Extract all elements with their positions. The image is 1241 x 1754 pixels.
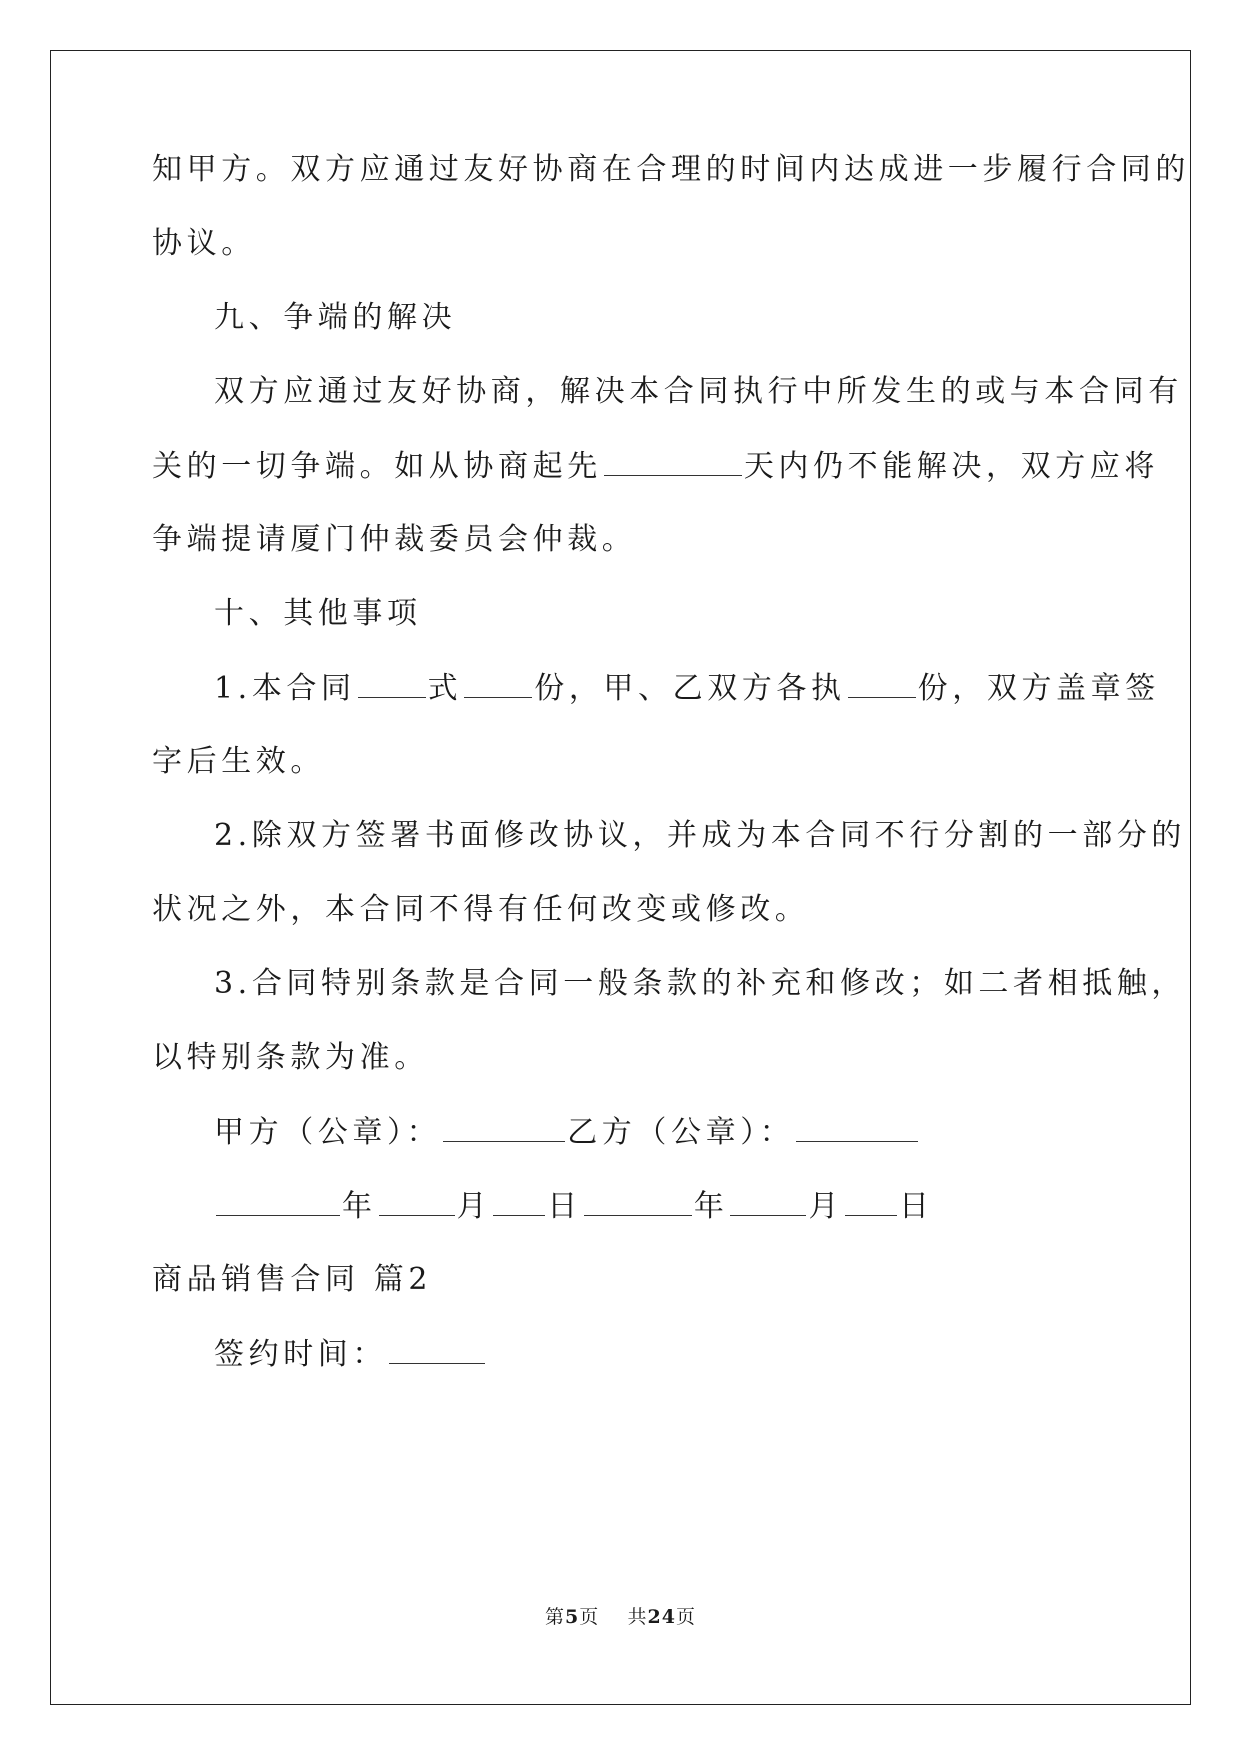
page-number: 5 (565, 1606, 580, 1628)
copies-text-2: 式 (427, 671, 463, 706)
body-line-7: 状况之外，本合同不得有任何改变或修改。 (152, 892, 810, 927)
month-b-blank (730, 1191, 806, 1216)
body-line-6: 2.除双方签署书面修改协议，并成为本合同不行分割的一部分的 (214, 818, 1187, 853)
page-prefix: 第 (545, 1606, 566, 1628)
page-unit: 页 (579, 1606, 600, 1628)
dispute-text-before: 关的一切争端。如从协商起先 (152, 449, 602, 484)
body-line-8: 3.合同特别条款是合同一般条款的补充和修改；如二者相抵触， (214, 966, 1187, 1001)
dispute-line (152, 451, 1159, 482)
section-heading-ten: 十、其他事项 (214, 596, 422, 631)
party-b-label: 乙方（公章）： (567, 1115, 795, 1150)
party-a-label: 甲方（公章）： (214, 1115, 442, 1150)
signature-line (214, 1117, 920, 1148)
page-frame (50, 50, 1191, 1705)
month-a-blank (379, 1191, 455, 1216)
copies-blank (464, 673, 532, 698)
month-b-label: 月 (808, 1189, 844, 1224)
sign-time-line (214, 1339, 487, 1370)
party-a-blank (443, 1117, 565, 1142)
total-unit: 页 (675, 1606, 696, 1628)
body-line-2: 协议。 (152, 226, 256, 261)
copies-text-4: 份，双方盖章签 (917, 671, 1160, 706)
contract-title: 商品销售合同 篇2 (152, 1262, 433, 1297)
body-line-4: 争端提请厦门仲裁委员会仲裁。 (152, 522, 637, 557)
total-prefix: 共 (627, 1606, 648, 1628)
sign-time-blank (389, 1339, 485, 1364)
day-a-label: 日 (547, 1189, 582, 1224)
body-line-5: 字后生效。 (152, 744, 325, 779)
body-line-9: 以特别条款为准。 (152, 1040, 429, 1075)
day-b-blank (845, 1191, 897, 1216)
year-b-label: 年 (693, 1189, 729, 1224)
page-footer (0, 1608, 1241, 1627)
each-copies-blank (848, 673, 916, 698)
party-b-blank (796, 1117, 918, 1142)
sign-time-label: 签约时间： (214, 1337, 387, 1372)
date-line (214, 1191, 934, 1222)
year-b-blank (584, 1191, 692, 1216)
copies-text-3: 份，甲、乙双方各执 (534, 671, 846, 706)
copies-line (214, 673, 1160, 704)
total-pages: 24 (647, 1606, 676, 1628)
year-a-label: 年 (342, 1189, 377, 1224)
days-blank (604, 451, 742, 476)
dispute-text-after: 天内仍不能解决，双方应将 (743, 449, 1160, 484)
day-b-label: 日 (899, 1189, 934, 1224)
form-blank (358, 673, 426, 698)
year-a-blank (216, 1191, 340, 1216)
month-a-label: 月 (456, 1189, 492, 1224)
section-heading-nine: 九、争端的解决 (214, 300, 457, 335)
copies-text-1: 1.本合同 (214, 671, 356, 706)
body-line-1: 知甲方。双方应通过友好协商在合理的时间内达成进一步履行合同的 (152, 152, 1190, 187)
body-line-3: 双方应通过友好协商，解决本合同执行中所发生的或与本合同有 (214, 374, 1183, 409)
day-a-blank (493, 1191, 545, 1216)
